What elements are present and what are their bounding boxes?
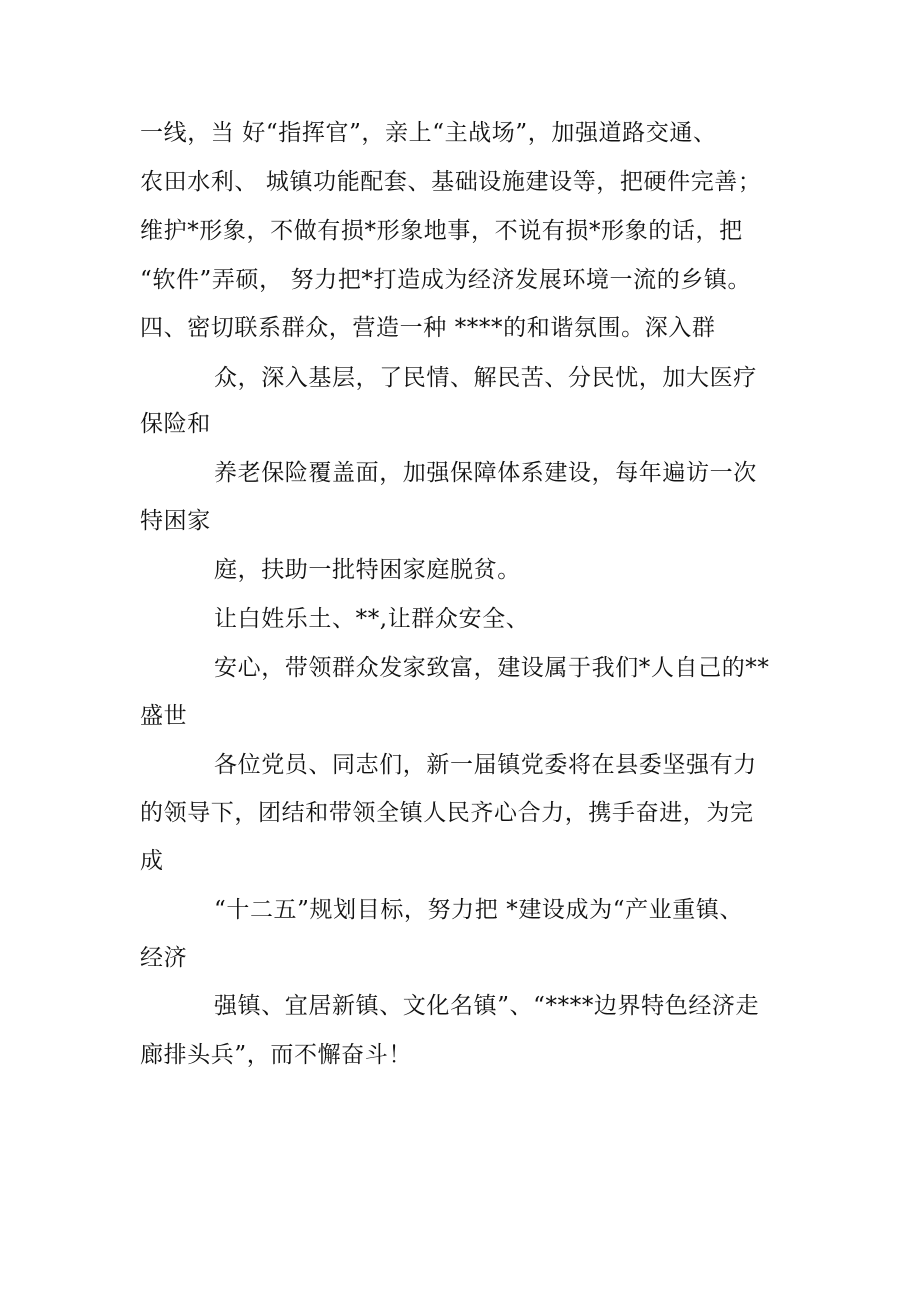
text-line-8: 养老保险覆盖面，加强保障体系建设，每年遍访一次	[214, 460, 757, 486]
text-line-13: 盛世	[140, 703, 188, 729]
text-line-6: 众，深入基层，了民情、解民苦、分民忧，加大医疗	[214, 365, 757, 391]
text-line-4: “软件”弄硕， 努力把*打造成为经济发展环境一流的乡镇。	[140, 267, 752, 293]
text-line-2: 农田水利、 城镇功能配套、基础设施建设等，把硬件完善；	[140, 169, 762, 195]
text-line-17: “十二五”规划目标，努力把 *建设成为“产业重镇、	[214, 897, 744, 923]
text-line-11: 让白姓乐土、**,让群众安全、	[214, 606, 530, 632]
text-line-9: 特困家	[140, 508, 211, 534]
text-line-1: 一线，当 好“指挥官”，亲上“主战场”，加强道路交通、	[140, 120, 717, 146]
text-line-19: 强镇、宜居新镇、文化名镇”、“****边界特色经济走	[214, 993, 760, 1019]
text-line-7: 保险和	[140, 411, 211, 437]
text-line-15: 的领导下，团结和带领全镇人民齐心合力，携手奋进，为完	[140, 800, 754, 826]
text-line-20: 廊排头兵”，而不懈奋斗！	[140, 1042, 412, 1068]
text-line-14: 各位党员、同志们，新一届镇党委将在县委坚强有力	[214, 752, 757, 778]
text-line-12: 安心，带领群众发家致富，建设属于我们*人自己的**	[214, 655, 770, 681]
text-line-3: 维护*形象，不做有损*形象地事，不说有损*形象的话，把	[140, 218, 743, 244]
text-line-16: 成	[140, 848, 164, 874]
text-line-10: 庭，扶助一批特困家庭脱贫。	[214, 557, 521, 583]
text-line-18: 经济	[140, 945, 188, 971]
text-line-5: 四、密切联系群众，营造一种 ****的和谐氛围。深入群	[140, 315, 716, 341]
